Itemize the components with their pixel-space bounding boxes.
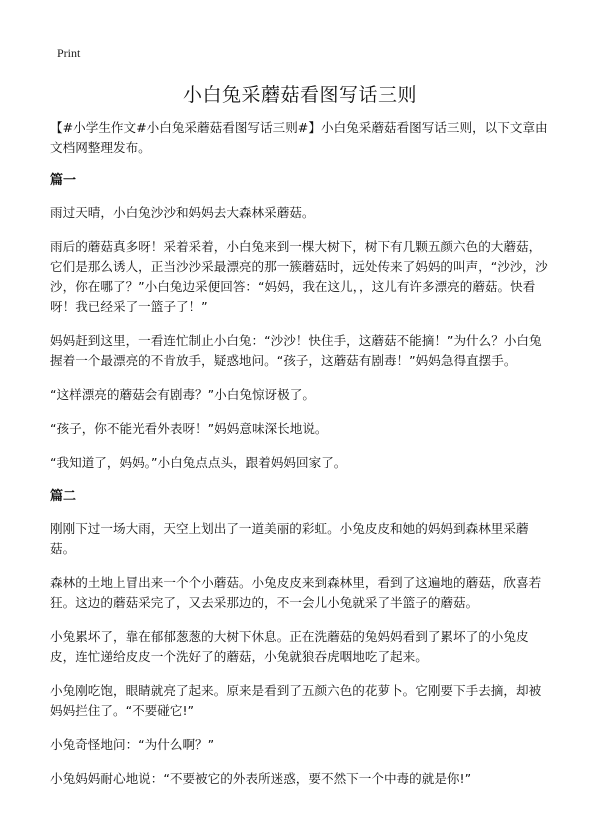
paragraph: 小兔刚吃饱，眼睛就亮了起来。原来是看到了五颜六色的花萝卜。它刚要下手去摘，却被妈妈拦住了。“不要碰它!” — [50, 683, 542, 718]
paragraph: “我知道了，妈妈。”小白兔点点头，跟着妈妈回家了。 — [50, 455, 347, 470]
paragraph: 雨后的蘑菇真多呀！采着采着，小白兔来到一棵大树下，树下有几颗五颜六色的大蘑菇，它们是那么诱人，正当沙沙采最漂亮的那一簇蘑菇时，远处传来了妈妈的叫声，“沙沙，沙沙，你在哪了？”小白兔边采便回答：“妈妈，我在这儿，，这儿有许多漂亮的蘑菇。快看呀！我已经采了一篮子了！” — [50, 239, 548, 314]
paragraph: 小兔奇怪地问：“为什么啊？” — [50, 737, 215, 752]
intro-paragraph: 【#小学生作文#小白兔采蘑菇看图写话三则#】小白兔采蘑菇看图写话三则，以下文章由文档网整理发布。 — [50, 120, 548, 155]
paragraph: 刚刚下过一场大雨，天空上划出了一道美丽的彩虹。小兔皮皮和她的妈妈到森林里采蘑菇。 — [50, 521, 529, 556]
article-body — [50, 118, 550, 803]
paragraph: “这样漂亮的蘑菇会有剧毒？”小白兔惊讶极了。 — [50, 387, 315, 402]
print-link[interactable]: Print — [57, 46, 81, 60]
paragraph: 小兔妈妈耐心地说：“不要被它的外表所迷惑，要不然下一个中毒的就是你!” — [50, 771, 472, 786]
paragraph: 妈妈赶到这里，一看连忙制止小白兔：“沙沙！快住手，这蘑菇不能摘！”为什么？小白兔握着一个最漂亮的不肯放手，疑惑地问。“孩子，这蘑菇有剧毒！”妈妈急得直摆手。 — [50, 333, 542, 368]
paragraph: 小兔累坏了，靠在郁郁葱葱的大树下休息。正在洗蘑菇的兔妈妈看到了累坏了的小兔皮皮，连忙递给皮皮一个洗好了的蘑菇，小兔就狼吞虎咽地吃了起来。 — [50, 629, 529, 664]
paragraph: 雨过天晴，小白兔沙沙和妈妈去大森林采蘑菇。 — [50, 205, 315, 220]
paragraph: “孩子，你不能光看外表呀！”妈妈意味深长地说。 — [50, 421, 328, 436]
section-heading: 篇一 — [50, 173, 77, 188]
paragraph: 森林的土地上冒出来一个个小蘑菇。小兔皮皮来到森林里，看到了这遍地的蘑菇，欣喜若狂。这边的蘑菇采完了，又去采那边的，不一会儿小兔就采了半篮子的蘑菇。 — [50, 575, 542, 610]
section-heading: 篇二 — [50, 489, 77, 504]
page-title: 小白兔采蘑菇看图写话三则 — [182, 84, 417, 106]
